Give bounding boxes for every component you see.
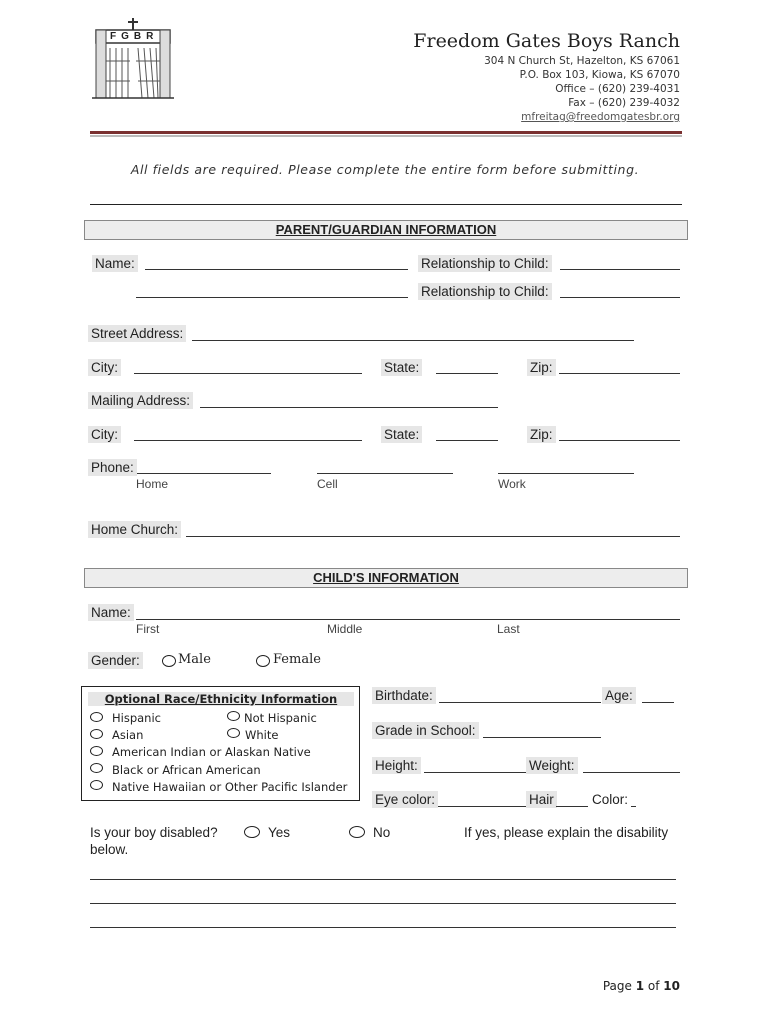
age-label: Age:	[602, 687, 636, 704]
height-field[interactable]	[424, 772, 527, 773]
page-current: 1	[635, 979, 645, 993]
pacific-islander-label: Native Hawaiian or Other Pacific Islander	[112, 780, 348, 794]
city-label-2: City:	[88, 426, 121, 443]
disabled-below-text: below.	[90, 842, 129, 857]
zip-label-2: Zip:	[527, 426, 556, 443]
page-prefix: Page	[602, 979, 632, 993]
disability-explain-line-3[interactable]	[90, 927, 676, 928]
eye-color-label: Eye color:	[372, 791, 438, 808]
child-name-field[interactable]	[136, 619, 680, 620]
not-hispanic-label: Not Hispanic	[244, 711, 317, 725]
home-church-field[interactable]	[186, 536, 680, 537]
color-label: Color:	[592, 792, 629, 807]
hair-label: Hair	[526, 791, 557, 808]
disabled-no-radio[interactable]	[349, 826, 365, 838]
black-radio[interactable]	[90, 763, 103, 773]
gender-label: Gender:	[88, 652, 143, 669]
home-church-label: Home Church:	[88, 521, 181, 538]
birthdate-label: Birthdate:	[372, 687, 436, 704]
zip-field-1[interactable]	[559, 373, 680, 374]
phone-cell-field[interactable]	[317, 473, 453, 474]
first-caption: First	[136, 622, 160, 636]
hair-color-field[interactable]	[631, 806, 636, 807]
mailing-address-label: Mailing Address:	[88, 392, 193, 409]
page-number	[603, 979, 680, 993]
child-name-label: Name:	[88, 604, 134, 621]
state-label-1: State:	[381, 359, 422, 376]
female-radio[interactable]	[256, 655, 270, 667]
phone-home-field[interactable]	[137, 473, 271, 474]
state-label-2: State:	[381, 426, 422, 443]
street-address-field[interactable]	[192, 340, 634, 341]
zip-field-2[interactable]	[559, 440, 680, 441]
city-field-1[interactable]	[134, 373, 362, 374]
zip-label-1: Zip:	[527, 359, 556, 376]
disabled-no-label: No	[373, 825, 391, 840]
black-label: Black or African American	[112, 763, 261, 777]
state-field-2[interactable]	[436, 440, 498, 441]
address-line: Fax – (620) 239-4032	[568, 97, 680, 109]
relationship-field-2[interactable]	[560, 297, 680, 298]
parent-name-field-2[interactable]	[136, 297, 408, 298]
state-field-1[interactable]	[436, 373, 498, 374]
weight-field[interactable]	[583, 772, 680, 773]
disability-explain-line-1[interactable]	[90, 879, 676, 880]
header-divider-shadow	[90, 135, 682, 137]
address-line: 304 N Church St, Hazelton, KS 67061	[484, 55, 680, 67]
phone-work-field[interactable]	[498, 473, 634, 474]
gate-logo-icon	[92, 16, 174, 100]
middle-caption: Middle	[327, 622, 363, 636]
male-radio[interactable]	[162, 655, 176, 667]
age-field[interactable]	[642, 702, 674, 703]
male-label: Male	[178, 652, 211, 667]
email-link[interactable]: mfreitag@freedomgatesbr.org	[521, 111, 680, 123]
disabled-question: Is your boy disabled?	[90, 825, 218, 840]
header-divider	[90, 131, 682, 134]
asian-label: Asian	[112, 728, 144, 742]
weight-label: Weight:	[526, 757, 578, 774]
disability-explain-line-2[interactable]	[90, 903, 676, 904]
parent-section-header: PARENT/GUARDIAN INFORMATION	[84, 220, 688, 240]
white-label: White	[245, 728, 279, 742]
logo	[92, 16, 174, 100]
parent-name-field-1[interactable]	[145, 269, 408, 270]
pacific-islander-radio[interactable]	[90, 780, 103, 790]
phone-work-caption: Work	[498, 477, 526, 491]
phone-label: Phone:	[88, 459, 137, 476]
page-total: 10	[663, 979, 680, 993]
hair-field[interactable]	[556, 806, 588, 807]
race-box-title: Optional Race/Ethnicity Information	[88, 692, 354, 706]
american-indian-radio[interactable]	[90, 746, 103, 756]
relationship-field-1[interactable]	[560, 269, 680, 270]
american-indian-label: American Indian or Alaskan Native	[112, 745, 311, 759]
disabled-yes-label: Yes	[268, 825, 291, 840]
address-line: Office – (620) 239-4031	[555, 83, 680, 95]
mailing-address-field[interactable]	[200, 407, 498, 408]
relationship-label-1: Relationship to Child:	[418, 255, 552, 272]
disabled-yes-radio[interactable]	[244, 826, 260, 838]
disabled-explain-text: If yes, please explain the disability	[464, 825, 669, 840]
notice-divider	[90, 204, 682, 205]
hispanic-radio[interactable]	[90, 712, 103, 722]
height-label: Height:	[372, 757, 421, 774]
org-name: Freedom Gates Boys Ranch	[413, 30, 680, 52]
not-hispanic-radio[interactable]	[227, 711, 240, 721]
female-label: Female	[273, 652, 321, 667]
last-caption: Last	[497, 622, 520, 636]
address-line: P.O. Box 103, Kiowa, KS 67070	[519, 69, 680, 81]
white-radio[interactable]	[227, 728, 240, 738]
city-field-2[interactable]	[134, 440, 362, 441]
eye-color-field[interactable]	[438, 806, 526, 807]
grade-label: Grade in School:	[372, 722, 479, 739]
hispanic-label: Hispanic	[112, 711, 161, 725]
birthdate-field[interactable]	[439, 702, 601, 703]
grade-field[interactable]	[483, 737, 601, 738]
child-section-header: CHILD'S INFORMATION	[84, 568, 688, 588]
asian-radio[interactable]	[90, 729, 103, 739]
phone-cell-caption: Cell	[317, 477, 338, 491]
parent-name-label: Name:	[92, 255, 138, 272]
org-address	[484, 54, 680, 124]
relationship-label-2: Relationship to Child:	[418, 283, 552, 300]
street-address-label: Street Address:	[88, 325, 186, 342]
city-label-1: City:	[88, 359, 121, 376]
logo-text: FGBR	[110, 31, 159, 42]
phone-home-caption: Home	[136, 477, 169, 491]
page-of: of	[647, 979, 660, 993]
required-notice: All fields are required. Please complete the entire form before submitting.	[130, 162, 640, 177]
